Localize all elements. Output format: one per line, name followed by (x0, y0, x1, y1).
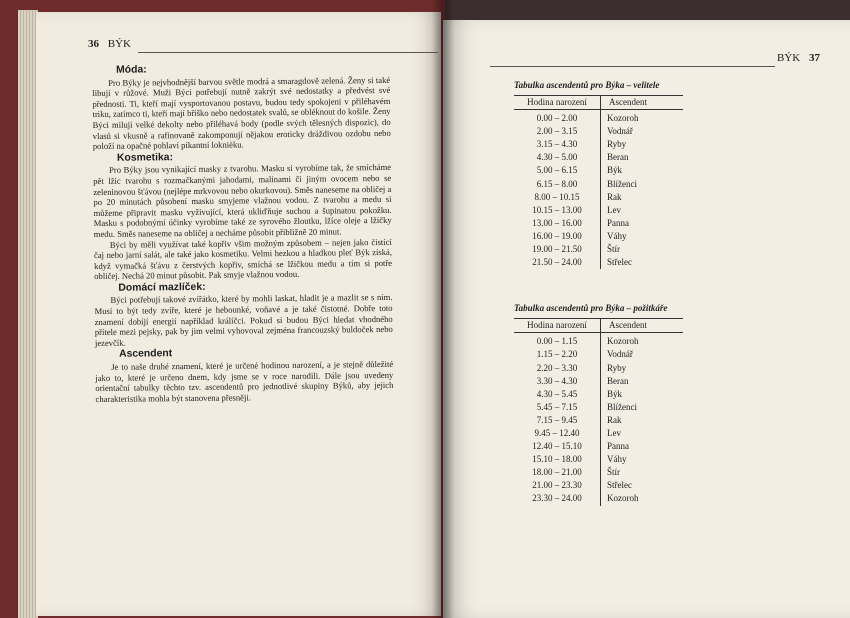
table-row (514, 204, 683, 217)
left-running-header (88, 38, 438, 50)
cell-hodina: 21.00 – 23.30 (514, 479, 601, 492)
table-row (514, 362, 683, 375)
table-row (514, 256, 683, 269)
table-row (514, 427, 683, 440)
table-caption-pozitkare: Tabulka ascendentů pro Býka – požitkáře (514, 303, 668, 314)
table-row (514, 453, 683, 466)
right-running-head: BÝK (777, 52, 801, 64)
section-heading-kosmetika: Kosmetika: (116, 151, 174, 164)
cell-hodina: 18.00 – 21.00 (514, 466, 601, 479)
cell-ascendent: Kozoroh (607, 113, 639, 124)
cell-ascendent: Vodnář (607, 126, 633, 137)
table-row (514, 333, 683, 349)
cell-hodina: 3.30 – 4.30 (514, 375, 601, 388)
cell-hodina: 21.50 – 24.00 (514, 256, 601, 269)
cell-ascendent: Blíženci (607, 401, 637, 412)
paragraph: Pro Býky je nejvhodnější barvou světle modrá a smaragdově zelená. Ženy si také libují v růžové. Muži Býci potřebují nutně zakrýt své nedostatky a předvést své přednosti. Ti, kteří mají vysportovanou postavu, budou tedy spokojeni v přiléhavém triku, zatímco ti, kteří mají bříško nebo nedostatek svalů, se obléknout do košile. Ženy Býci milují velké dekolty nebo přiléhavá body (podle svých tělesných dispozic), do vlasů si vkusně a rafinovaně zakomponují nějakou eroticky dráždivou ozdobu nebo položí na opačné pohlaví pikantní loknièku. (92, 74, 391, 152)
cell-hodina: 7.15 – 9.45 (514, 414, 601, 427)
column-header-ascendent: Ascendent (601, 96, 684, 110)
cell-hodina: 10.15 – 13.00 (514, 204, 601, 217)
cell-ascendent: Beran (607, 375, 629, 386)
cell-hodina: 6.15 – 8.00 (514, 178, 601, 191)
column-header-hodina: Hodina narození (514, 96, 601, 110)
cell-ascendent: Lev (607, 427, 621, 438)
cell-ascendent: Rak (607, 191, 622, 202)
book-gutter (432, 0, 454, 618)
table-row (514, 230, 683, 243)
table-row (514, 178, 683, 191)
cell-hodina: 15.10 – 18.00 (514, 453, 601, 466)
cell-hodina: 23.30 – 24.00 (514, 492, 601, 505)
cell-ascendent: Štír (607, 244, 621, 255)
cell-hodina: 0.00 – 1.15 (514, 333, 601, 349)
table-header-row (514, 319, 683, 333)
cell-ascendent: Ryby (607, 139, 627, 150)
ascendent-tables (514, 80, 694, 506)
cell-ascendent: Panna (607, 217, 629, 228)
table-caption-velitele: Tabulka ascendentů pro Býka – velitele (514, 80, 660, 90)
cell-hodina: 5.00 – 6.15 (514, 164, 601, 177)
left-page-number: 36 (88, 38, 99, 50)
section-heading-moda: Móda: (116, 64, 147, 76)
cell-hodina: 5.45 – 7.15 (514, 401, 601, 414)
table-row (514, 388, 683, 401)
cell-ascendent: Rak (607, 414, 622, 425)
table-row (514, 414, 683, 427)
column-header-ascendent: Ascendent (601, 319, 684, 333)
cell-ascendent: Střelec (607, 480, 632, 491)
table-row (514, 151, 683, 164)
cell-hodina: 4.30 – 5.45 (514, 388, 601, 401)
cell-ascendent: Střelec (607, 257, 632, 268)
ascendent-table-pozitkare (514, 318, 683, 505)
table-row (514, 440, 683, 453)
cell-hodina: 8.00 – 10.15 (514, 191, 601, 204)
right-running-header (490, 52, 820, 64)
cell-hodina: 19.00 – 21.50 (514, 243, 601, 256)
table-row (514, 401, 683, 414)
cell-ascendent: Kozoroh (607, 336, 639, 347)
paragraph: Pro Býky jsou vynikající masky z tvarohu. Masku si vyrobíme tak, že smícháme pět lžic tvarohu s rozmačkanými jahodami, malinami či jiným ovocem nebo se zeleninovou šťávou (nejlépe mrkvovou nebo okurkovou). Směs naneseme na obličej a po 20 minutách působení masku smyjeme vlažnou vodou. Z tvarohu a medu si můžeme připravit masku vyživující, která ukliďňuje suchou a šupinatou pokožku. Masku s podobnými účinky vyrobíme také ze syrového žloutku, lžíce oleje a lžičky medu. Směs naneseme na obličej a necháme působit přibližně 20 minut. (93, 162, 392, 239)
table-row (514, 492, 683, 505)
cell-ascendent: Lev (607, 204, 621, 215)
right-page-number: 37 (809, 52, 820, 64)
section-heading-mazlicek: Domácí mazlíček: (118, 281, 206, 294)
cell-hodina: 13.00 – 16.00 (514, 217, 601, 230)
cell-hodina: 2.00 – 3.15 (514, 125, 601, 138)
cell-hodina: 4.30 – 5.00 (514, 151, 601, 164)
left-running-head: BÝK (107, 38, 131, 50)
table-row (514, 191, 683, 204)
section-heading-ascendent: Ascendent (118, 348, 173, 361)
cell-ascendent: Panna (607, 441, 629, 452)
cell-hodina: 9.45 – 12.40 (514, 427, 601, 440)
left-header-rule (138, 52, 438, 53)
left-text-column (92, 61, 394, 405)
page-stack-edge (18, 10, 38, 618)
table-row (514, 479, 683, 492)
cell-hodina: 16.00 – 19.00 (514, 230, 601, 243)
cell-ascendent: Býk (607, 388, 623, 399)
table-row (514, 375, 683, 388)
table-block-pozitkare (514, 303, 694, 505)
table-row (514, 243, 683, 256)
table-row (514, 217, 683, 230)
cell-ascendent: Štír (607, 467, 621, 478)
cell-hodina: 1.15 – 2.20 (514, 348, 601, 361)
table-row (514, 348, 683, 361)
cell-hodina: 12.40 – 15.10 (514, 440, 601, 453)
cell-ascendent: Ryby (607, 362, 627, 373)
cell-ascendent: Býk (607, 165, 623, 176)
table-row (514, 466, 683, 479)
table-row (514, 138, 683, 151)
cell-ascendent: Kozoroh (607, 493, 639, 504)
table-row (514, 125, 683, 138)
table-row (514, 164, 683, 177)
paragraph: Je to naše druhé znamení, které je určené hodinou narození, a je stejně důležité jako to, které je určeno dnem, kdy jsme se v roce narodili. Dále jsou uvedeny orientační tabulky těchto tzv. ascendentů pro jednotlivé skupiny Býků, aby jejich charakteristika mohla být stanovena přesněji. (95, 358, 394, 404)
right-header-rule (490, 66, 775, 67)
cell-ascendent: Váhy (607, 230, 627, 241)
table-body (514, 333, 683, 506)
column-header-hodina: Hodina narození (514, 319, 601, 333)
cell-hodina: 2.20 – 3.30 (514, 362, 601, 375)
cell-ascendent: Beran (607, 152, 629, 163)
paragraph: Býci by měli využívat také kopřiv všim možným způsobem – nejen jako čistící čaj nebo jarní salát, ale také jako kosmetiku. Velmi hezkou a hladkou pleť Býk získá, když vymačká šťávu z čerstvých kopřiv, smíchá se lžičkou medu a tím si potře obličej. Nechá 20 minut působit. Pak smyje vlažnou vodou. (93, 236, 393, 282)
cell-hodina: 0.00 – 2.00 (514, 110, 601, 126)
cell-hodina: 3.15 – 4.30 (514, 138, 601, 151)
table-body (514, 110, 683, 270)
table-header-row (514, 96, 683, 110)
cell-ascendent: Blíženci (607, 178, 637, 189)
cell-ascendent: Váhy (607, 454, 627, 465)
ascendent-table-velitele (514, 95, 683, 269)
table-block-velitele (514, 80, 694, 269)
table-row (514, 110, 683, 126)
cell-ascendent: Vodnář (607, 349, 633, 360)
paragraph: Býci potřebují takové zvířátko, které by mohli laskat, hladit je a mazlit se s ním. Musí to být tedy zvíře, které je hebounké, voňavé a je také čistotné. Dobře toto znamení dobíjí energií například králíčci. Pokud si budou Býci hledat vhodného přítele mezi pejsky, pak by jim velmi vyhovoval zejména francouzský buldoček nebo jezevčík. (94, 292, 393, 348)
